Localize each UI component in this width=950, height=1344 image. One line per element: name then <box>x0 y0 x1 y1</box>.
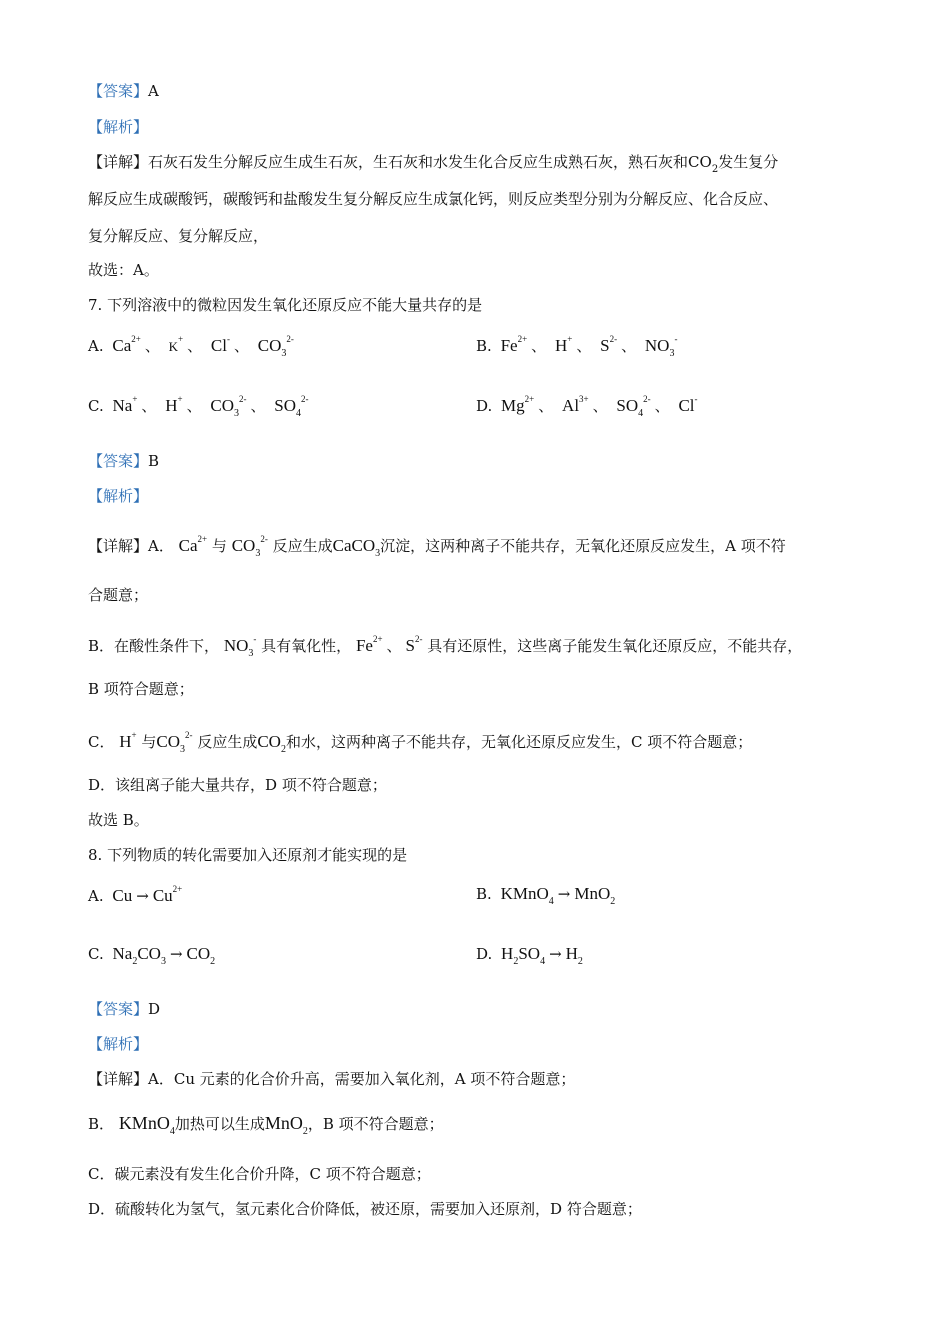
ion-co3: $CO_3^{2-}$ <box>257 334 294 359</box>
ion-fe: $Fe^{2+}$ <box>355 634 383 655</box>
q8-detail-b: B． KMnO$_4$加热可以生成MnO$_2$，B 项不符合题意； <box>88 1113 444 1137</box>
q8-option-b <box>476 884 615 907</box>
ion-fe: $Fe^{2+}$ <box>500 334 528 355</box>
ion-h: H+ <box>119 730 137 751</box>
ion-s: $S^{2-}$ <box>405 634 423 655</box>
ion-na: Na+ <box>112 394 138 415</box>
q6-conclusion: 故选：A。 <box>88 261 159 279</box>
q7-option-b: B. $Fe^{2+}$ 、 H+ 、 $S^{2-}$ 、 $NO_3^-$ <box>476 334 678 359</box>
formula-mno2: MnO$_2$ <box>264 1113 308 1137</box>
ion-al: $Al^{3+}$ <box>562 394 589 415</box>
formula-co2: $CO_2$ <box>257 732 286 755</box>
q7-detail-a-cont: 合题意； <box>88 586 149 604</box>
q8-answer-line <box>88 998 160 1020</box>
formula-co2: $CO_2$ <box>186 944 216 967</box>
q6-detail-line-3: 复分解反应、复分解反应， <box>88 227 269 245</box>
answer-value: B <box>148 452 160 470</box>
answer-tag: 【答案】 <box>88 82 149 100</box>
q7-detail-d: D．该组离子能大量共存，D 项不符合题意； <box>88 776 387 794</box>
ion-mg: $Mg^{2+}$ <box>501 394 535 415</box>
answer-value: D <box>148 1000 161 1018</box>
option-letter: A. <box>88 887 104 905</box>
q6-answer-line <box>88 80 159 102</box>
ion-no3: $NO_3^-$ <box>223 634 257 659</box>
answer-tag: 【答案】 <box>88 452 149 470</box>
detail-text: 石灰石发生分解反应生成生石灰，生石灰和水发生化合反应生成熟石灰，熟石灰和 <box>148 153 689 171</box>
answer-tag: 【答案】 <box>88 1000 149 1018</box>
arrow-icon: → <box>549 945 562 963</box>
option-letter: B. <box>476 337 492 355</box>
arrow-icon: → <box>136 887 149 905</box>
ion-k: K+ <box>168 334 184 354</box>
q7-option-a: A. $Ca^{2+}$ 、 K+ 、 Cl- 、 $CO_3^{2-}$ <box>88 334 294 359</box>
ion-ca: $Ca^{2+}$ <box>112 334 141 355</box>
q7-detail-c: C． H+ 与$CO_3^{2-}$ 反应生成$CO_2$和水，这两种离子不能共存，无氧化还原反应发生，C 项不符合题意； <box>88 730 753 755</box>
detail-tag: 【详解】 <box>88 1070 149 1088</box>
detail-text: 发生复分 <box>718 153 779 171</box>
option-letter: B. <box>476 885 492 903</box>
analysis-tag: 【解析】 <box>88 1035 149 1053</box>
q8-detail-d: D．硫酸转化为氢气，氢元素化合价降低，被还原，需要加入还原剂，D 符合题意； <box>88 1200 642 1218</box>
q7-answer-line <box>88 450 159 472</box>
q6-detail-line-1 <box>88 151 778 181</box>
detail-tag: 【详解】 <box>88 537 149 555</box>
ion-so4: $SO_4^{2-}$ <box>274 394 309 419</box>
ion-so4: $SO_4^{2-}$ <box>616 394 651 419</box>
q8-option-d <box>476 944 583 967</box>
option-letter: A. <box>88 337 104 355</box>
q7-analysis-line <box>88 485 148 507</box>
formula-h2: $H_2$ <box>565 944 583 967</box>
ion-h: H+ <box>165 394 183 415</box>
option-letter: D. <box>476 945 493 963</box>
subscript: 2 <box>711 164 719 175</box>
q8-option-c <box>88 944 215 967</box>
ion-cl: Cl- <box>678 394 698 415</box>
formula-na2co3: $Na_2CO_3$ <box>112 944 166 967</box>
answer-value: A <box>148 82 159 100</box>
analysis-tag: 【解析】 <box>88 487 149 505</box>
formula-kmno4: KMnO$_4$ <box>500 884 554 907</box>
ion-co3: $CO_3^{2-}$ <box>231 534 268 559</box>
formula-kmno4: KMnO$_4$ <box>118 1113 175 1137</box>
q7-conclusion: 故选 B。 <box>88 811 149 829</box>
q7-detail-b-cont: B 项符合题意； <box>88 680 194 698</box>
ion-co3: $CO_3^{2-}$ <box>210 394 247 419</box>
q8-option-a <box>88 884 182 906</box>
ion-ca: $Ca^{2+}$ <box>178 534 208 555</box>
ion-co3: $CO_3^{2-}$ <box>156 730 193 755</box>
option-letter: C. <box>88 397 104 415</box>
q8-detail-c: C．碳元素没有发生化合价升降，C 项不符合题意； <box>88 1165 431 1183</box>
q7-option-c: C. Na+ 、 H+ 、 $CO_3^{2-}$ 、 $SO_4^{2-}$ <box>88 394 309 419</box>
ion-h: H+ <box>554 334 573 355</box>
formula-h2so4: $H_2SO_4$ <box>501 944 546 967</box>
q7-detail-b: B．在酸性条件下， $NO_3^-$ 具有氧化性， $Fe^{2+}$ 、 $S^{2-}$ 具有还原性，这些离子能发生氧化还原反应，不能共存， <box>88 634 803 659</box>
q7-question: 7. 下列溶液中的微粒因发生氧化还原反应不能大量共存的是 <box>88 296 483 314</box>
ion-cl: Cl- <box>210 334 230 355</box>
arrow-icon: → <box>169 945 183 963</box>
q6-detail-line-2: 解反应生成碳酸钙，碳酸钙和盐酸发生复分解反应生成氯化钙，则反应类型分别为分解反应、化合反应、 <box>88 190 779 208</box>
ion-cu2: $Cu^{2+}$ <box>152 884 183 905</box>
option-letter: C. <box>88 945 104 963</box>
formula-cu: Cu <box>112 886 133 905</box>
arrow-icon: → <box>557 885 571 903</box>
q7-option-d: D. $Mg^{2+}$ 、 $Al^{3+}$ 、 $SO_4^{2-}$ 、 Cl- <box>476 394 698 419</box>
option-letter: D. <box>476 397 493 415</box>
formula-mno2: MnO$_2$ <box>574 884 616 907</box>
detail-tag: 【详解】 <box>88 153 149 171</box>
q8-detail-a: 【详解】A．Cu 元素的化合价升高，需要加入氧化剂，A 项不符合题意； <box>88 1070 576 1088</box>
ion-no3: $NO_3^-$ <box>644 334 678 359</box>
formula-caco3: CaCO$_3$ <box>332 536 381 559</box>
formula-co2: CO <box>688 153 712 171</box>
q8-question: 8. 下列物质的转化需要加入还原剂才能实现的是 <box>88 846 408 864</box>
ion-s: $S^{2-}$ <box>600 334 618 355</box>
analysis-tag: 【解析】 <box>88 118 149 136</box>
q6-analysis-line <box>88 116 148 138</box>
q8-analysis-line <box>88 1033 148 1055</box>
q7-detail-a: 【详解】A． $Ca^{2+}$ 与 $CO_3^{2-}$ 反应生成CaCO$_3$沉淀，这两种离子不能共存，无氧化还原反应发生，A 项不符 <box>88 534 786 559</box>
